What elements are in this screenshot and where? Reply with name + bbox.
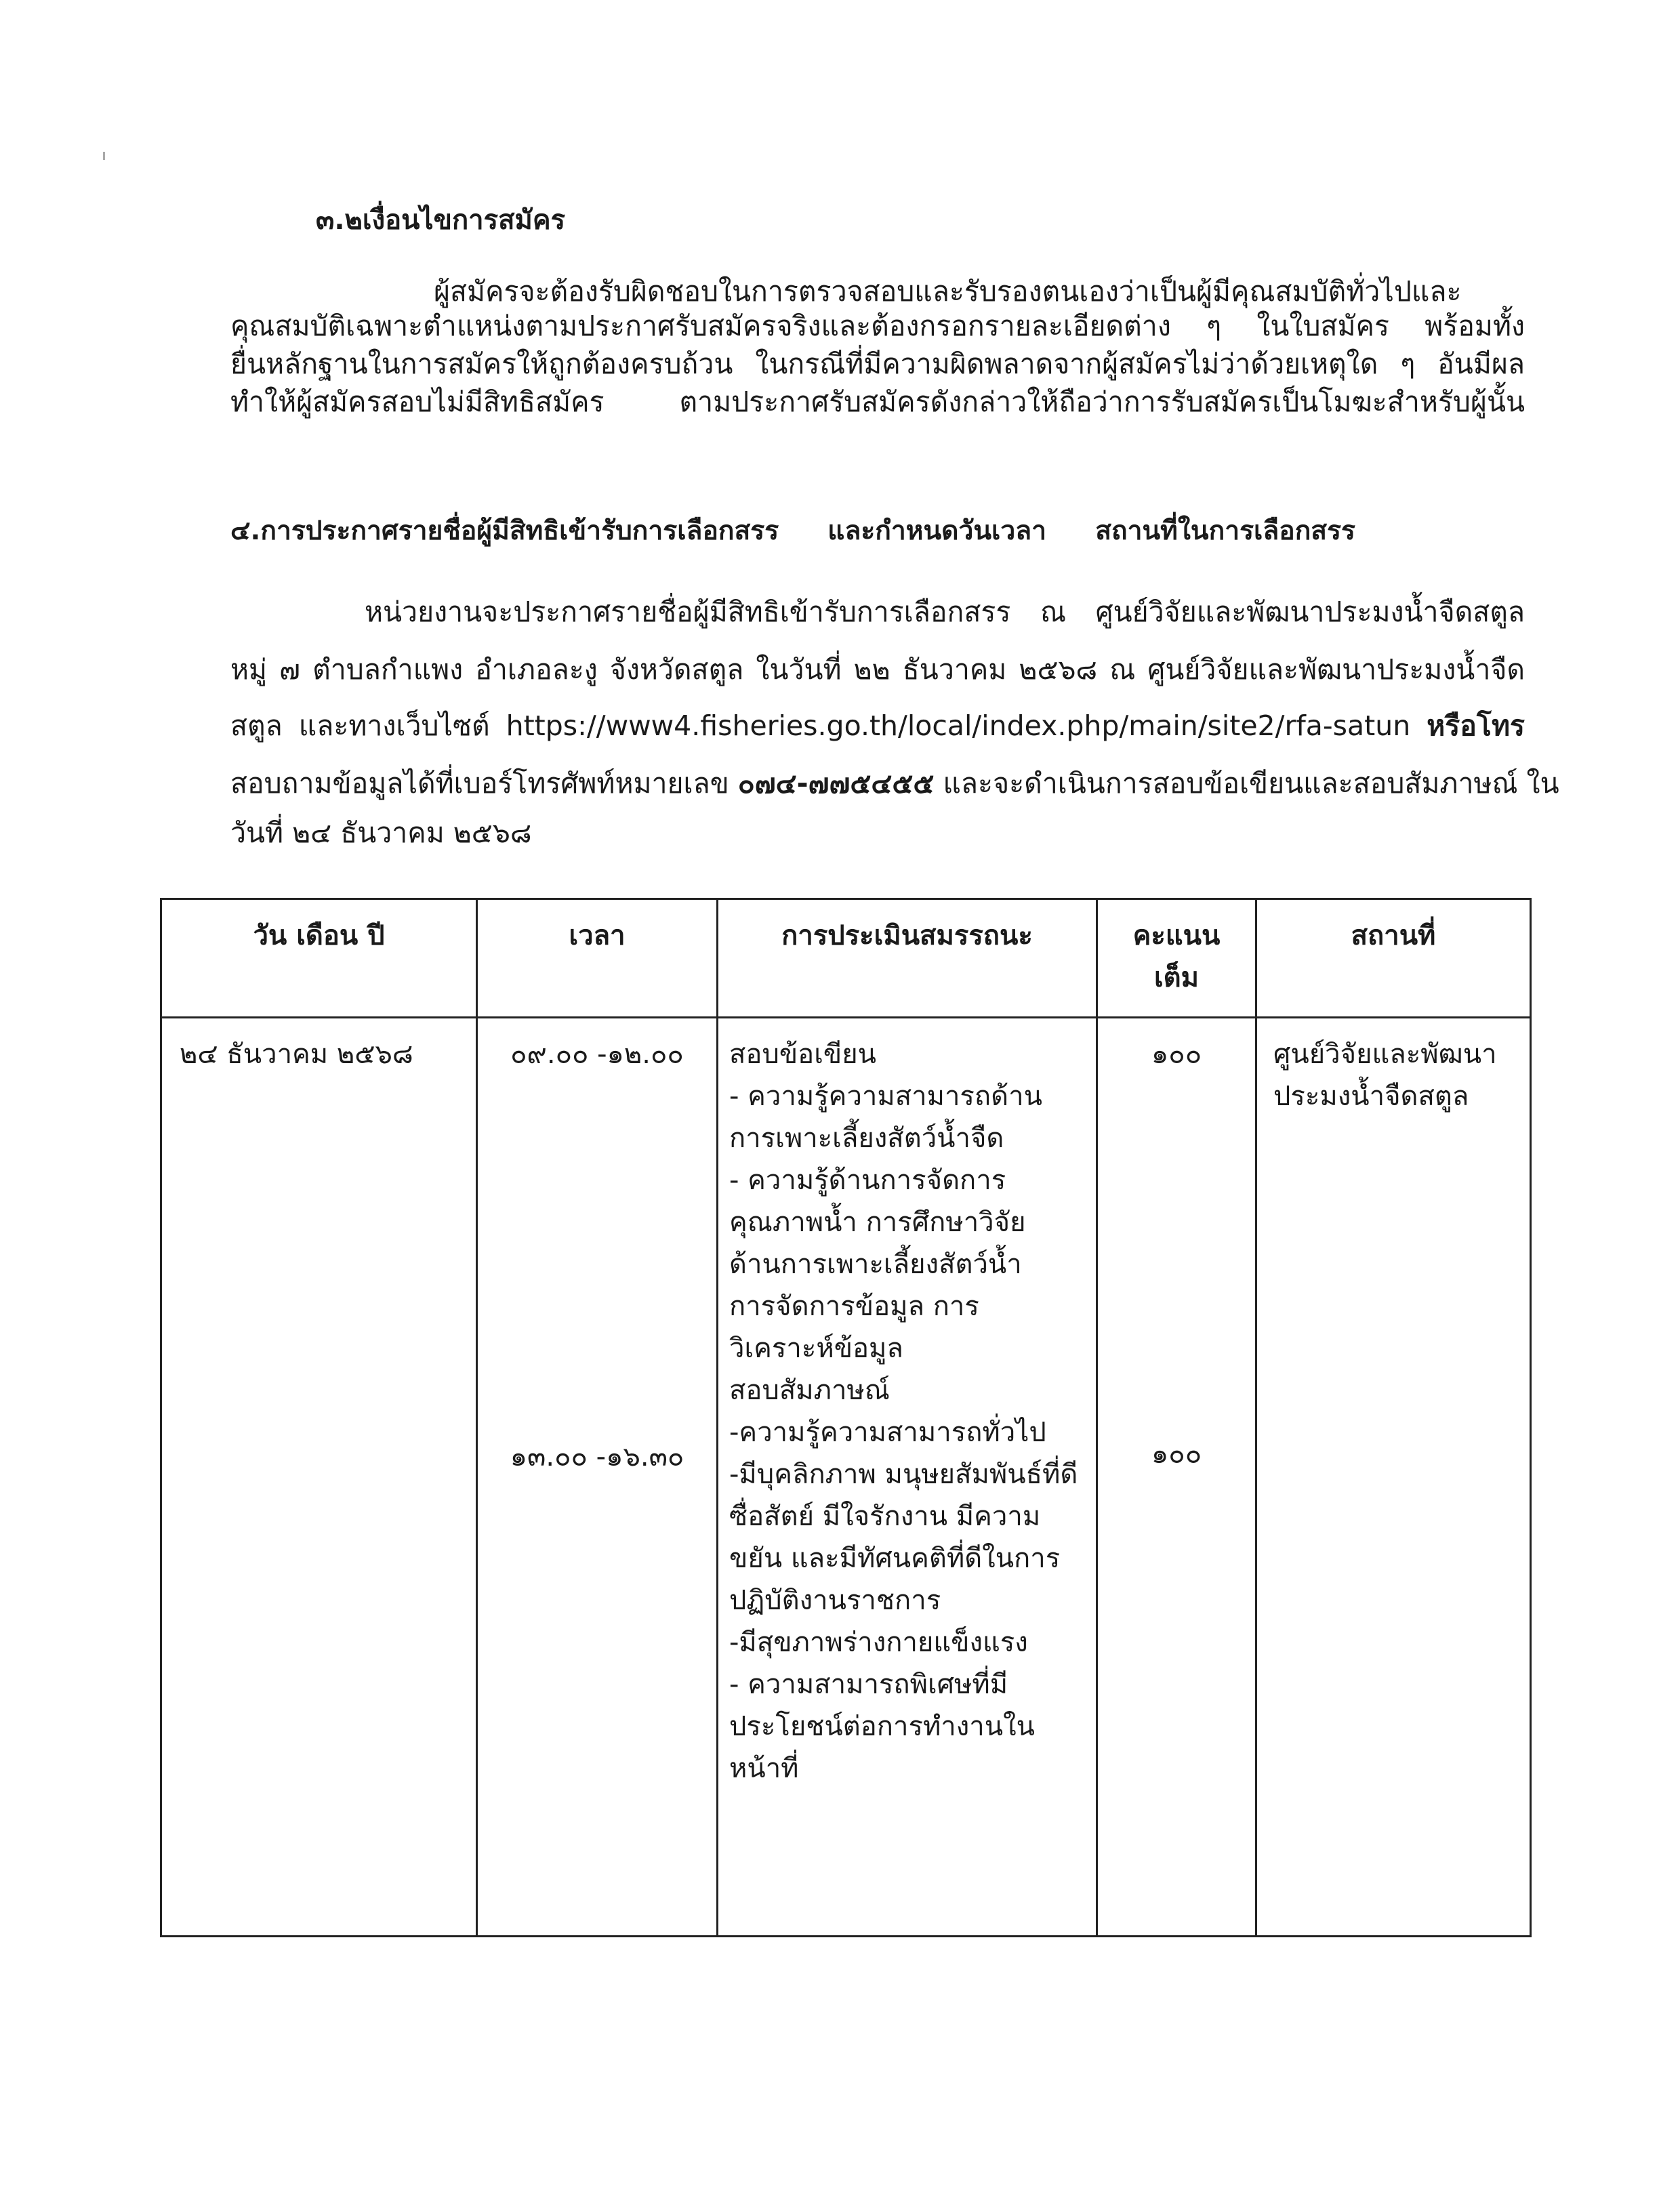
section-3-2-line: ยื่นหลักฐานในการสมัครให้ถูกต้องครบถ้วน ในกรณีที่มีความผิดพลาดจากผู้สมัครไม่ว่าด้วยเหตุใด ๆ อันมีผล bbox=[230, 348, 1525, 380]
assessment-item: การจัดการข้อมูล การ bbox=[729, 1291, 979, 1322]
assessment-item: -มีสุขภาพร่างกายแข็งแรง bbox=[729, 1627, 1028, 1658]
score-interview: ๑๐๐ bbox=[1151, 1439, 1202, 1470]
assessment-item: ขยัน และมีทัศนคติที่ดีในการ bbox=[729, 1543, 1061, 1574]
schedule-table bbox=[160, 898, 1532, 1937]
header-score bbox=[1097, 899, 1256, 1018]
section-4-line: วันที่ ๒๔ ธันวาคม ๒๕๖๘ bbox=[230, 817, 532, 849]
section-4-line: หน่วยงานจะประกาศรายชื่อผู้มีสิทธิเข้ารับการเลือกสรร ณ ศูนย์วิจัยและพัฒนาประมงน้ำจืดสตูล bbox=[365, 596, 1525, 628]
assessment-item: - ความรู้ด้านการจัดการ bbox=[729, 1165, 1006, 1196]
call-text: หรือโทร bbox=[1427, 709, 1525, 742]
section-4-line bbox=[230, 708, 1525, 743]
assessment-item: ประโยชน์ต่อการทำงานใน bbox=[729, 1711, 1035, 1742]
assessment-item: ด้านการเพาะเลี้ยงสัตว์น้ำ bbox=[729, 1249, 1022, 1280]
exam-text: และจะดำเนินการสอบข้อเขียนและสอบสัมภาษณ์ ใน bbox=[943, 767, 1559, 800]
cell-assessment bbox=[718, 1018, 1097, 1937]
time-interview: ๑๓.๐๐ -๑๖.๓๐ bbox=[510, 1441, 684, 1472]
table-row bbox=[161, 1018, 1531, 1937]
scan-mark bbox=[103, 152, 105, 160]
cell-score bbox=[1097, 1018, 1256, 1937]
assessment-item: คุณภาพน้ำ การศึกษาวิจัย bbox=[729, 1207, 1026, 1238]
assessment-item: -มีบุคลิกภาพ มนุษยสัมพันธ์ที่ดี bbox=[729, 1459, 1078, 1490]
section-3-2-line: ผู้สมัครจะต้องรับผิดชอบในการตรวจสอบและรับรองตนเองว่าเป็นผู้มีคุณสมบัติทั่วไปและ bbox=[434, 275, 1462, 308]
section-3-2-heading: ๓.๒เงื่อนไขการสมัคร bbox=[316, 205, 566, 236]
header-place: สถานที่ bbox=[1256, 899, 1531, 1018]
header-score-line: เต็ม bbox=[1153, 962, 1199, 993]
assessment-item: - ความรู้ความสามารถด้าน bbox=[729, 1081, 1042, 1112]
assessment-list bbox=[718, 1018, 1096, 1790]
inquiry-text: สอบถามข้อมูลได้ที่เบอร์โทรศัพท์หมายเลข bbox=[230, 767, 729, 800]
assessment-item: สอบสัมภาษณ์ bbox=[729, 1375, 890, 1406]
assessment-item: การเพาะเลี้ยงสัตว์น้ำจืด bbox=[729, 1123, 1004, 1154]
section-4-line bbox=[230, 766, 1559, 801]
section-4-heading: ๔.การประกาศรายชื่อผู้มีสิทธิเข้ารับการเลือกสรร และกำหนดวันเวลา สถานที่ในการเลือกสรร bbox=[230, 516, 1355, 546]
place-line: ประมงน้ำจืดสตูล bbox=[1273, 1081, 1469, 1112]
website-text: สตูล และทางเว็บไซต์ https://www4.fisheries.go.th/local/index.php/main/site2/rfa-satun bbox=[230, 709, 1411, 742]
header-date: วัน เดือน ปี bbox=[161, 899, 477, 1018]
header-time: เวลา bbox=[477, 899, 718, 1018]
time-written: ๐๙.๐๐ -๑๒.๐๐ bbox=[510, 1039, 684, 1070]
phone-number: ๐๗๔-๗๗๕๔๕๕ bbox=[737, 767, 935, 800]
section-3-2-line: คุณสมบัติเฉพาะตำแหน่งตามประกาศรับสมัครจริงและต้องกรอกรายละเอียดต่าง ๆ ในใบสมัคร พร้อมทั้ง bbox=[230, 310, 1525, 342]
assessment-item: สอบข้อเขียน bbox=[729, 1039, 876, 1070]
assessment-item: - ความสามารถพิเศษที่มี bbox=[729, 1669, 1008, 1700]
cell-date bbox=[161, 1018, 477, 1937]
date-text: ๒๔ ธันวาคม ๒๕๖๘ bbox=[180, 1039, 413, 1070]
place-text bbox=[1257, 1018, 1530, 1117]
header-score-line: คะแนน bbox=[1132, 920, 1221, 951]
assessment-item: วิเคราะห์ข้อมูล bbox=[729, 1333, 903, 1364]
section-4-line: หมู่ ๗ ตำบลกำแพง อำเภอละงู จังหวัดสตูล ในวันที่ ๒๒ ธันวาคม ๒๕๖๘ ณ ศูนย์วิจัยและพัฒนาประมงน้ำจืด bbox=[230, 653, 1525, 686]
table-header-row bbox=[161, 899, 1531, 1018]
assessment-item: ปฏิบัติงานราชการ bbox=[729, 1585, 941, 1616]
assessment-item: ซื่อสัตย์ มีใจรักงาน มีความ bbox=[729, 1501, 1041, 1532]
assessment-item: -ความรู้ความสามารถทั่วไป bbox=[729, 1417, 1046, 1448]
section-3-2-line: ทำให้ผู้สมัครสอบไม่มีสิทธิสมัคร ตามประกาศรับสมัครดังกล่าวให้ถือว่าการรับสมัครเป็นโมฆะสำหรับผู้นั้น bbox=[230, 386, 1525, 418]
cell-time bbox=[477, 1018, 718, 1937]
assessment-item: หน้าที่ bbox=[729, 1753, 799, 1784]
place-line: ศูนย์วิจัยและพัฒนา bbox=[1273, 1039, 1497, 1070]
header-assessment: การประเมินสมรรถนะ bbox=[718, 899, 1097, 1018]
score-written: ๑๐๐ bbox=[1151, 1039, 1202, 1070]
cell-place bbox=[1256, 1018, 1531, 1937]
